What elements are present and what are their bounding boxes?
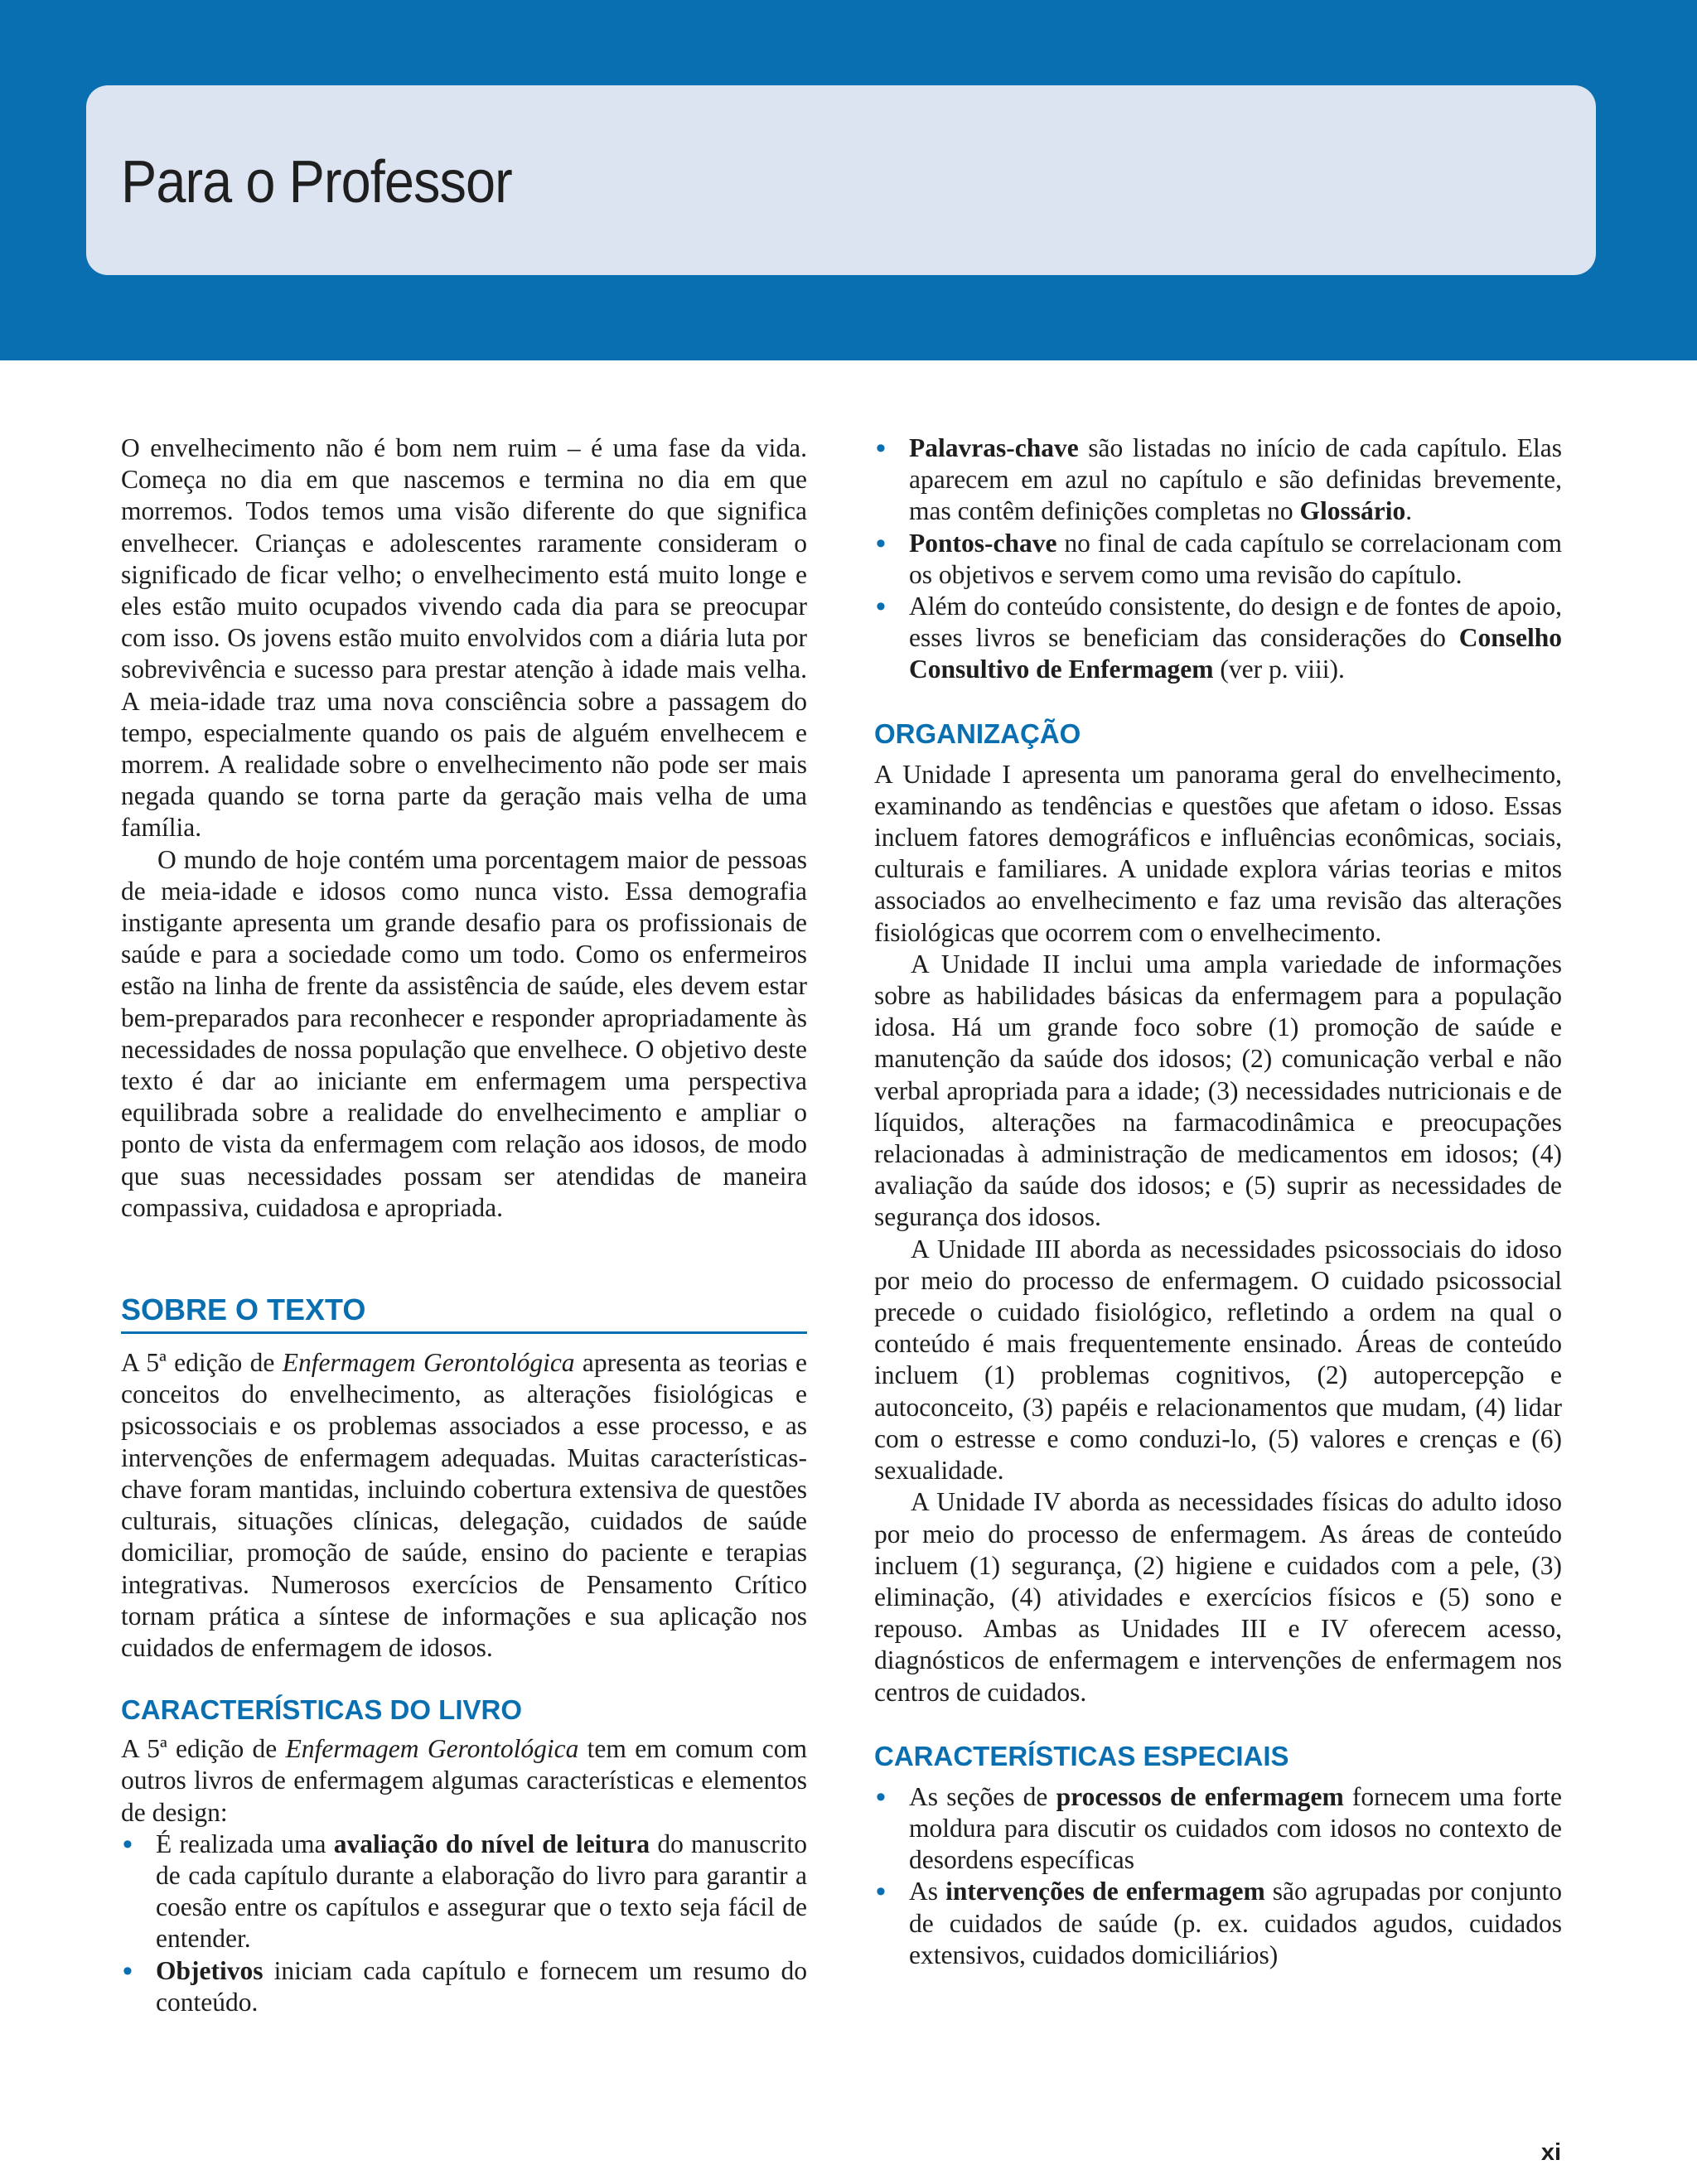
list-item: • As seções de processos de enfermagem fornecem uma forte moldura para discutir os cuidados com idosos no contexto de desordens específicas bbox=[874, 1781, 1562, 1877]
list-item: • Objetivos iniciam cada capítulo e fornecem um resumo do conteúdo. bbox=[121, 1955, 807, 2018]
section-heading-caracteristicas-livro: CARACTERÍSTICAS DO LIVRO bbox=[121, 1694, 523, 1726]
list-item: • Além do conteúdo consistente, do design e de fontes de apoio, esses livros se beneficiam das considerações do Conselho Consultivo de Enfermagem (ver p. viii). bbox=[874, 591, 1562, 686]
organizacao-paragraph-1: A Unidade I apresenta um panorama geral do envelhecimento, examinando as tendências e questões que afetam o idoso. Essas incluem fatores demográficos e influências econômicas, sociais, culturais e familiares. A unidade explora várias teorias e mitos associados ao envelhecimento e faz uma revisão das alterações fisiológicas que ocorrem com o envelhecimento. bbox=[874, 759, 1562, 947]
caracteristicas-list-left bbox=[121, 1829, 807, 2018]
section-heading-organizacao: ORGANIZAÇÃO bbox=[874, 718, 1081, 749]
title-box bbox=[86, 85, 1596, 275]
organizacao-paragraph-4: A Unidade IV aborda as necessidades físicas do adulto idoso por meio do processo de enfermagem. As áreas de conteúdo incluem (1) segurança, (2) higiene e cuidados com a pele, (3) eliminação, (4) atividades e exercícios físicos e (5) sono e repouso. Ambas as Unidades III e IV oferecem acesso, diagnósticos de enfermagem e intervenções de enfermagem nos centros de cuidados. bbox=[874, 1487, 1562, 1707]
section-heading-especiais: CARACTERÍSTICAS ESPECIAIS bbox=[874, 1740, 1289, 1771]
caracteristicas-intro: A 5ª edição de Enfermagem Gerontológica tem em comum com outros livros de enfermagem algumas características e elementos de design: bbox=[121, 1734, 807, 1827]
right-column bbox=[874, 432, 1562, 1971]
list-item: • É realizada uma avaliação do nível de leitura do manuscrito de cada capítulo durante a elaboração do livro para garantir a coesão entre os capítulos e assegurar que o texto seja fácil de entender. bbox=[121, 1829, 807, 1955]
list-item: • As intervenções de enfermagem são agrupadas por conjunto de cuidados de saúde (p. ex. cuidados agudos, cuidados extensivos, cuidados domiciliários) bbox=[874, 1876, 1562, 1971]
sobre-paragraph: A 5ª edição de Enfermagem Gerontológica apresenta as teorias e conceitos do envelhecimento, as alterações fisiológicas e psicossociais e os problemas associados a esse processo, e as intervenções de enfermagem adequadas. Muitas características-chave foram mantidas, incluindo cobertura extensiva de questões culturais, situações clínicas, delegação, cuidados de saúde domiciliar, promoção de saúde, ensino do paciente e terapias integrativas. Numerosos exercícios de Pensamento Crítico tornam prática a síntese de informações e sua aplicação nos cuidados de enfermagem de idosos. bbox=[121, 1348, 807, 1662]
organizacao-paragraph-2: A Unidade II inclui uma ampla variedade de informações sobre as habilidades básicas da enfermagem para a população idosa. Há um grande foco sobre (1) promoção de saúde e manutenção da saúde dos idosos; (2) comunicação verbal e não verbal apropriada para a idade; (3) necessidades nutricionais e de líquidos, alterações na farmacodinâmica e preocupações relacionadas à administração de medicamentos em idosos; (4) avaliação da saúde dos idosos; e (5) suprir as necessidades de segurança dos idosos. bbox=[874, 949, 1562, 1232]
caracteristicas-list-right bbox=[874, 432, 1562, 686]
intro-paragraph-1: O envelhecimento não é bom nem ruim – é uma fase da vida. Começa no dia em que nascemos e termina no dia em que morremos. Todos temos uma visão diferente do que significa envelhecer. Crianças e adolescentes raramente consideram o significado de ficar velho; o envelhecimento está muito longe e eles estão muito ocupados vivendo cada dia para se preocupar com isso. Os jovens estão muito envolvidos com a diária luta por sobrevivência e sucesso para prestar atenção à idade mais velha. A meia-idade traz uma nova consciência sobre a passagem do tempo, especialmente quando os pais de alguém envelhecem e morrem. A realidade sobre o envelhecimento não pode ser mais negada quando se torna parte da geração mais velha de uma família. bbox=[121, 433, 807, 843]
page-title: Para o Professor bbox=[121, 149, 512, 215]
intro-paragraph-2: O mundo de hoje contém uma porcentagem maior de pessoas de meia-idade e idosos como nunca visto. Essa demografia instigante apresenta um grande desafio para os profissionais de saúde e para a sociedade como um todo. Como os enfermeiros estão na linha de frente da assistência de saúde, eles devem estar bem-preparados para reconhecer e responder apropriadamente às necessidades de nossa população que envelhece. O objetivo deste texto é dar ao iniciante em enfermagem uma perspectiva equilibrada sobre a realidade do envelhecimento e ampliar o ponto de vista da enfermagem com relação aos idosos, de modo que suas necessidades possam ser atendidas de maneira compassiva, cuidadosa e apropriada. bbox=[121, 844, 807, 1222]
list-item: • Pontos-chave no final de cada capítulo se correlacionam com os objetivos e servem como uma revisão do capítulo. bbox=[874, 528, 1562, 591]
especiais-list bbox=[874, 1781, 1562, 1971]
organizacao-paragraph-3: A Unidade III aborda as necessidades psicossociais do idoso por meio do processo de enfermagem. O cuidado psicossocial precede o cuidado fisiológico, refletindo a ordem na qual o conteúdo é mais frequentemente ensinado. Áreas de conteúdo incluem (1) problemas cognitivos, (2) autopercepção e autoconceito, (3) papéis e relacionamentos que mudam, (4) lidar com o estresse e como conduzi-lo, (5) valores e crenças e (6) sexualidade. bbox=[874, 1234, 1562, 1486]
list-item: • Palavras-chave são listadas no início de cada capítulo. Elas aparecem em azul no capítulo e são definidas brevemente, mas contêm definições completas no Glossário. bbox=[874, 432, 1562, 528]
book-title-italic: Enfermagem Gerontológica bbox=[282, 1348, 575, 1378]
section-heading-sobre: SOBRE O TEXTO bbox=[121, 1293, 807, 1334]
page-number: xi bbox=[1540, 2139, 1561, 2166]
book-title-italic: Enfermagem Gerontológica bbox=[285, 1734, 579, 1764]
header-banner bbox=[0, 0, 1697, 360]
left-column bbox=[121, 432, 807, 2018]
